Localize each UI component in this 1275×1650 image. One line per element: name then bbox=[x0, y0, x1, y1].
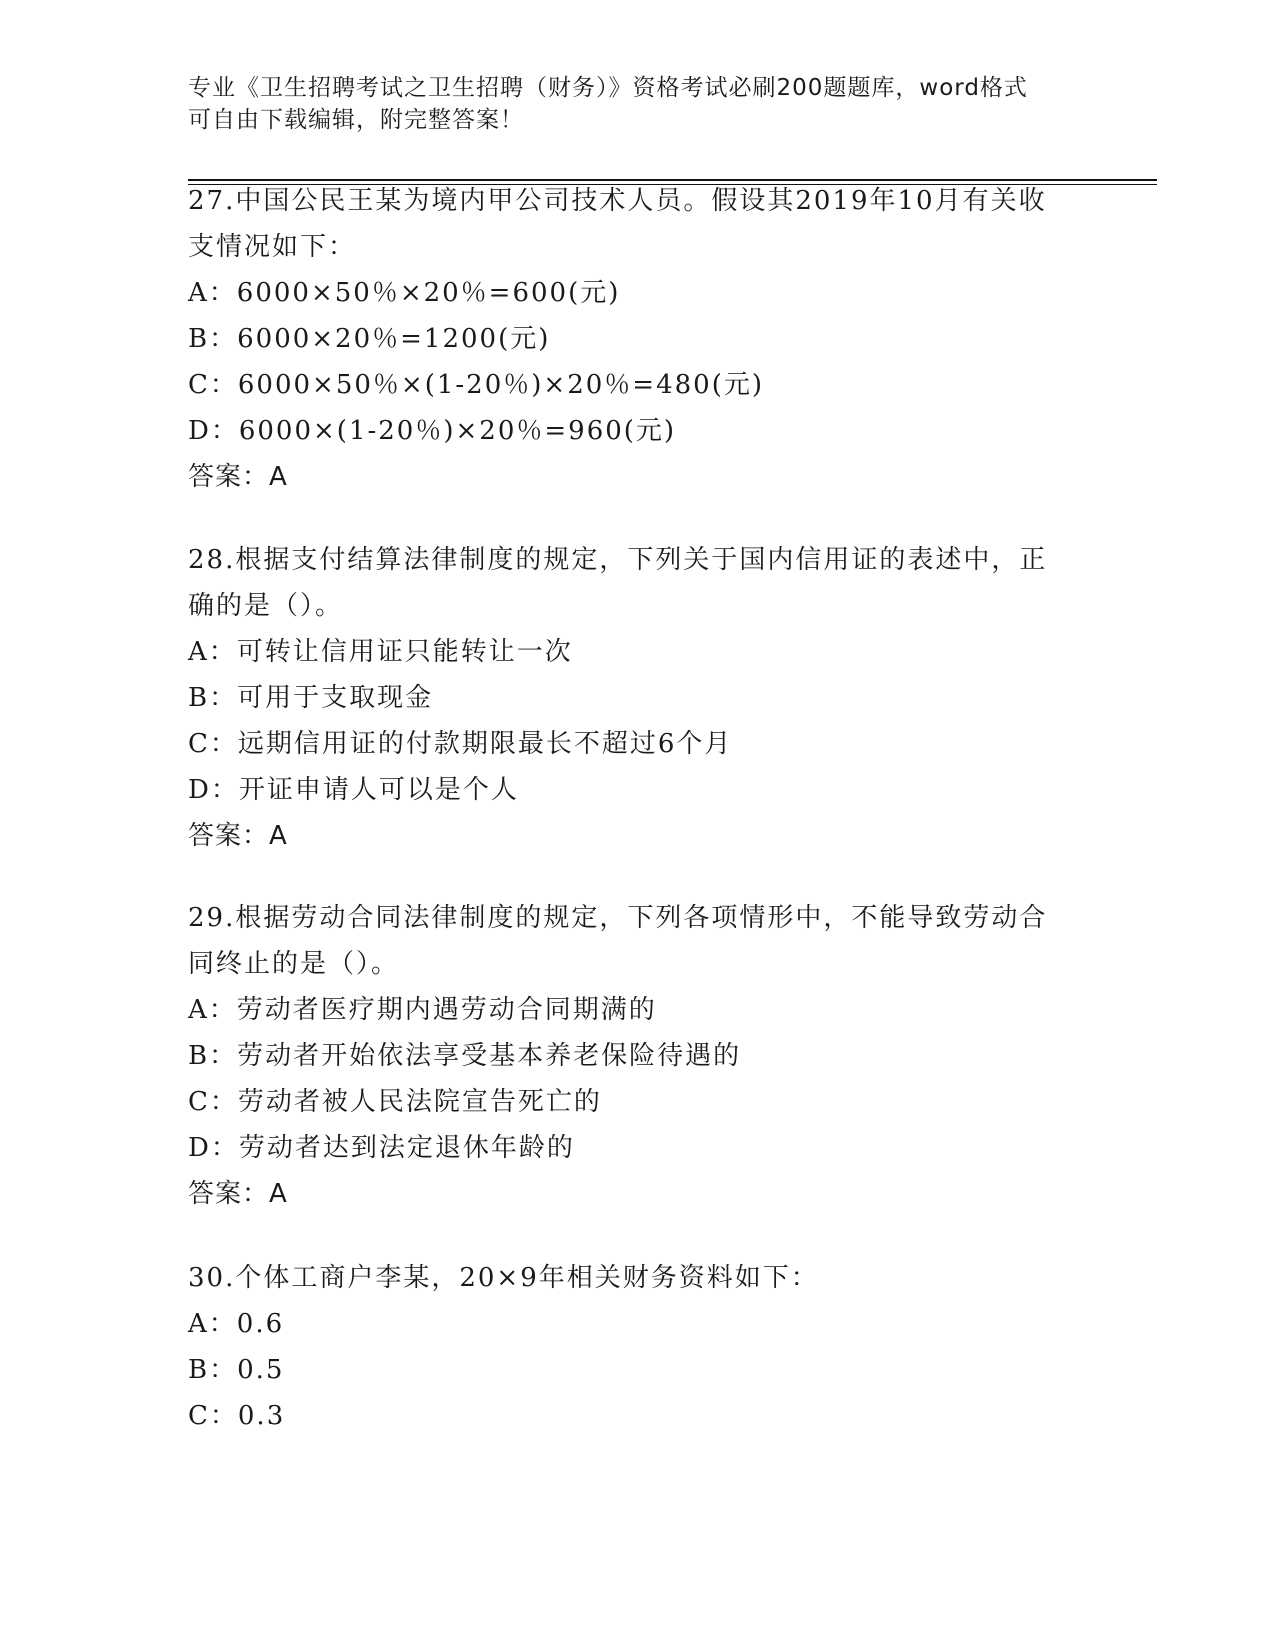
answer-label: 答案：A bbox=[188, 462, 288, 492]
option-d: D：6000×(1-20％)×20％=960(元) bbox=[188, 416, 677, 446]
option-b: B：可用于支取现金 bbox=[188, 683, 434, 713]
answer-label: 答案：A bbox=[188, 821, 288, 851]
question-stem-line: 27.中国公民王某为境内甲公司技术人员。假设其2019年10月有关收 bbox=[188, 186, 1047, 216]
question-stem-line: 28.根据支付结算法律制度的规定，下列关于国内信用证的表述中，正 bbox=[188, 545, 1048, 575]
header-line-1: 专业《卫生招聘考试之卫生招聘（财务）》资格考试必刷200题题库，word格式 bbox=[188, 75, 1028, 101]
option-c: C：劳动者被人民法院宣告死亡的 bbox=[188, 1087, 602, 1117]
question-stem-line: 29.根据劳动合同法律制度的规定，下列各项情形中，不能导致劳动合 bbox=[188, 903, 1048, 933]
option-a: A：6000×50％×20％=600(元) bbox=[188, 278, 621, 308]
option-b: B：6000×20％=1200(元) bbox=[188, 324, 551, 354]
option-d: D：开证申请人可以是个人 bbox=[188, 775, 519, 805]
question-stem-line: 确的是（）。 bbox=[188, 591, 344, 621]
question-28 bbox=[188, 537, 1088, 859]
option-c: C：远期信用证的付款期限最长不超过6个月 bbox=[188, 729, 733, 759]
question-stem-line: 支情况如下： bbox=[188, 232, 357, 262]
document-header bbox=[188, 72, 1088, 136]
option-d: D：劳动者达到法定退休年龄的 bbox=[188, 1133, 575, 1163]
question-stem-line: 同终止的是（）。 bbox=[188, 949, 400, 979]
question-29 bbox=[188, 895, 1088, 1217]
question-stem-line: 30.个体工商户李某，20×9年相关财务资料如下： bbox=[188, 1263, 819, 1293]
option-c: C：0.3 bbox=[188, 1401, 286, 1431]
option-a: A：可转让信用证只能转让一次 bbox=[188, 637, 573, 667]
answer-label: 答案：A bbox=[188, 1179, 288, 1209]
option-a: A：0.6 bbox=[188, 1309, 285, 1339]
option-b: B：0.5 bbox=[188, 1355, 285, 1385]
question-30 bbox=[188, 1255, 1088, 1439]
question-27 bbox=[188, 178, 1088, 500]
option-b: B：劳动者开始依法享受基本养老保险待遇的 bbox=[188, 1041, 742, 1071]
option-c: C：6000×50％×(1-20％)×20％=480(元) bbox=[188, 370, 764, 400]
header-line-2: 可自由下载编辑，附完整答案！ bbox=[188, 107, 524, 133]
option-a: A：劳动者医疗期内遇劳动合同期满的 bbox=[188, 995, 657, 1025]
